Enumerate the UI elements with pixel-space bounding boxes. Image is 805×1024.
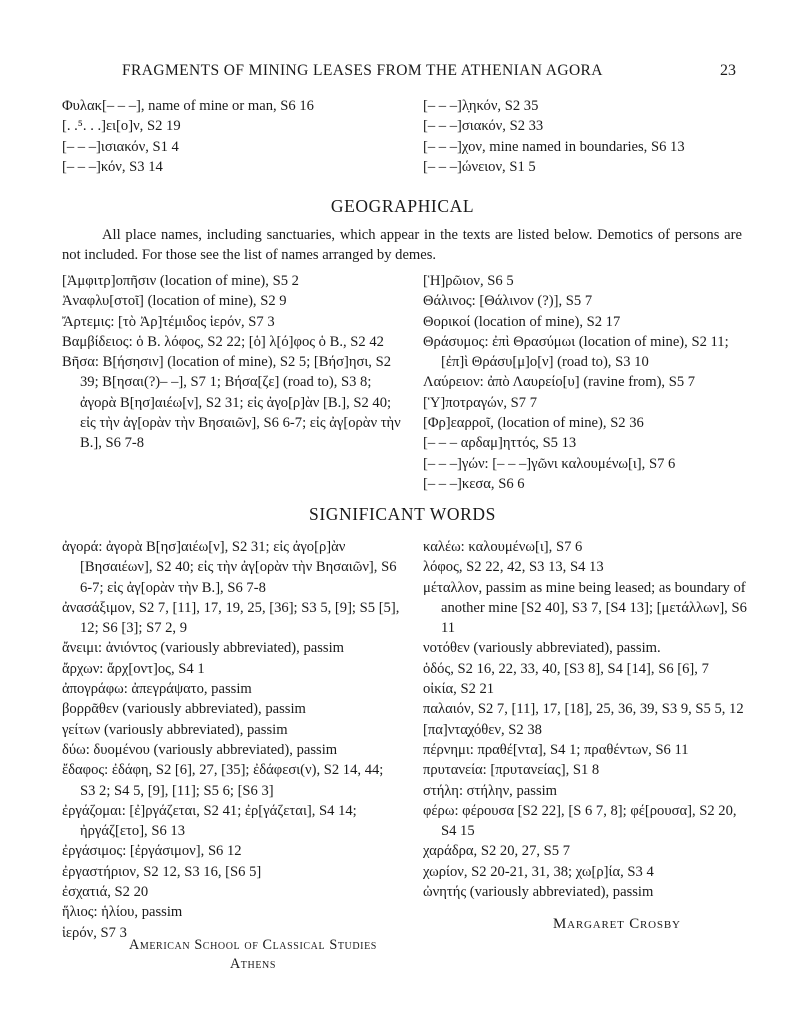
index-entry: χωρίον, S2 20-21, 31, 38; χω[ρ]ία, S3 4: [423, 863, 654, 880]
index-entry: ὁδός, S2 16, 22, 33, 40, [S3 8], S4 [14], S6 [6], 7: [423, 660, 709, 677]
index-entry: λόφος, S2 22, 42, S3 13, S4 13: [423, 559, 604, 576]
index-entry: ἐργάσιμος: [ἐργάσιμον], S6 12: [62, 843, 242, 860]
index-entry: [– – –]ισιακόν, S1 4: [62, 138, 179, 155]
affiliation-line: American School of Classical Studies: [129, 937, 377, 953]
index-entry: ἐσχατιά, S2 20: [62, 884, 149, 901]
running-header: [0, 62, 805, 84]
significant-words-heading: SIGNIFICANT WORDS: [308, 504, 496, 524]
index-entry: χαράδρα, S2 20, 27, S5 7: [423, 843, 571, 860]
index-entry: δύω: δυομένου (variously abbreviated), passim: [62, 741, 338, 758]
index-entry: Ἀναφλυ[στοῖ] (location of mine), S2 9: [62, 293, 287, 310]
index-entry: [Φρ]εαρροῖ, (location of mine), S2 36: [423, 415, 644, 432]
index-entry: [– – – αρδαμ]ηττός, S5 13: [423, 435, 577, 452]
index-entry: [– – –]σιακόν, S2 33: [423, 118, 544, 135]
geographical-intro: All place names, including sanctuaries, which appear in the texts are listed below. Demotics of persons are not included. For those see the list of names arranged by demes.: [62, 227, 742, 263]
index-entry: [Ἡ]ρῶιον, S6 5: [423, 273, 514, 289]
index-entry: Ἄρτεμις: [τὸ Ἀρ]τέμιδος ἱερόν, S7 3: [62, 313, 275, 330]
index-entry: καλέω: καλουμένω[ι], S7 6: [423, 539, 583, 555]
index-entry: [Ἀμφιτρ]οπῆσιν (location of mine), S5 2: [62, 273, 299, 289]
index-entry: ἱερόν, S7 3: [62, 924, 127, 941]
index-entry: [– – –]κεσα, S6 6: [423, 475, 525, 492]
index-entry: ἐργάζομαι: [ἐ]ργάζεται, S2 41; ἐρ[γάζεται], S4 14; ἠργάζ[ετο], S6 13: [62, 802, 357, 840]
affiliation-line: Athens: [229, 956, 277, 972]
index-entry: ἀπογράφω: ἀπεγράψατο, passim: [62, 681, 252, 698]
index-entry: πέρνημι: πραθέ[ντα], S4 1; πραθέντων, S6 11: [423, 741, 689, 758]
index-entry: ὠνητής (variously abbreviated), passim: [423, 884, 654, 901]
index-entry: ἔδαφος: ἐδάφη, S2 [6], 27, [35]; ἐδάφεσι(ν), S2 14, 44; S3 2; S4 5, [9], [11]; S5 6; [S6 3]: [62, 762, 384, 799]
index-entry: Θορικοί (location of mine), S2 17: [423, 313, 621, 330]
index-entry: Φυλακ[– – –], name of mine or man, S6 16: [62, 98, 314, 114]
index-entry: [Ὑ]ποτραγών, S7 7: [423, 394, 538, 411]
index-entry: [– – –]χον, mine named in boundaries, S6 13: [423, 138, 685, 155]
index-entry: ἥλιος: ἡλίου, passim: [62, 904, 183, 921]
index-entry: [– – –]κόν, S3 14: [62, 158, 163, 175]
words-right-column: [423, 537, 748, 902]
names-right-column: [423, 96, 748, 177]
words-left-column: [62, 537, 402, 943]
index-entry: Θράσυμος: ἐπὶ Θρασύμωι (location of mine), S2 11; [ἐπ]ὶ Θράσυ[μ]ο[ν] (road to), S3 10: [423, 333, 729, 371]
index-entry: παλαιόν, S2 7, [11], 17, [18], 25, 36, 39, S3 9, S5 5, 12: [423, 701, 744, 718]
index-entry: [. .⁵. . .]ει[ο]ν, S2 19: [62, 118, 181, 135]
index-entry: μέταλλον, passim as mine being leased; as boundary of another mine [S2 40], S3 7, [S4 13]; [μετάλλων], S6 11: [423, 579, 747, 637]
index-entry: Θάλινος: [Θάλινον (?)], S5 7: [423, 293, 593, 310]
index-entry: [– – –]λ̣ηκόν, S2 35: [423, 98, 539, 114]
geo-left-column: [62, 271, 402, 454]
geographical-heading: GEOGRAPHICAL: [330, 196, 475, 216]
index-entry: ἀνασάξιμον, S2 7, [11], 17, 19, 25, [36]; S3 5, [9]; S5 [5], 12; S6 [3]; S7 2, 9: [62, 599, 400, 637]
index-entry: βορρᾶθεν (variously abbreviated), passim: [62, 701, 306, 718]
author-affiliation: [103, 936, 403, 974]
index-entry: ἄρχων: ἄρχ[οντ]ος, S4 1: [62, 660, 205, 677]
index-entry: ἐργαστήριον, S2 12, S3 16, [S6 5]: [62, 863, 262, 880]
page-number: 23: [720, 62, 736, 79]
index-entry: πρυτανεία: [πρυτανείας], S1 8: [423, 762, 600, 779]
index-entry: στήλη: στήλην, passim: [423, 782, 558, 799]
index-entry: γείτων (variously abbreviated), passim: [62, 721, 288, 738]
index-entry: [– – –]γών: [– – –]γῶνι καλουμένω[ι], S7 6: [423, 455, 676, 472]
index-entry: Βαμβίδειος: ὁ Β. λόφος, S2 22; [ὁ] λ[ό]φος ὁ Β., S2 42: [62, 333, 384, 350]
index-entry: φέρω: φέρουσα [S2 22], [S 6 7, 8]; φέ[ρουσα], S2 20, S4 15: [423, 802, 737, 840]
geo-right-column: [423, 271, 748, 494]
index-entry: ἀγορά: ἀγορὰ Β[ησ]αιέω[ν], S2 31; εἰς ἀγο[ρ]ὰν [Βησαιέων], S2 40; εἰς τὴν ἀγ[ορὰν τὴν Βησαιῶν], S6 6-7; εἰς ἀγ[ορὰν τὴν Β.], S6 7-8: [62, 539, 397, 596]
index-entry: Βῆσα: Β[ήσησιν] (location of mine), S2 5; [Βήσ]ησι, S2 39; Β[ησαι(?)– –], S7 1; Βήσα[ζε] (road to), S3 8; ἀγορὰ Β[ησ]αιέω[ν], S2 31; εἰς ἀγο[ρ]ὰν [Β.], S2 40; εἰς τὴν ἀγ[ορὰν τὴν Βησαιῶν], S6 6-7; εἰς ἀγ[ορὰν τὴν Β.], S6 7-8: [62, 354, 401, 452]
index-entry: [– – –]ώνειον, S1 5: [423, 158, 536, 175]
index-entry: οἰκία, S2 21: [423, 681, 495, 698]
index-entry: νοτόθεν (variously abbreviated), passim.: [423, 640, 661, 657]
index-entry: Λαύρειον: ἀπὸ Λαυρείο[υ] (ravine from), S5 7: [423, 374, 696, 391]
names-left-column: [62, 96, 402, 177]
index-entry: ἄνειμι: ἀνιόντος (variously abbreviated), passim: [62, 640, 344, 657]
author-signature: Margaret Crosby: [553, 916, 681, 932]
index-entry: [πα]ντα̣χόθεν, S2 38: [423, 721, 542, 738]
running-title: FRAGMENTS OF MINING LEASES FROM THE ATHENIAN AGORA: [122, 62, 603, 79]
